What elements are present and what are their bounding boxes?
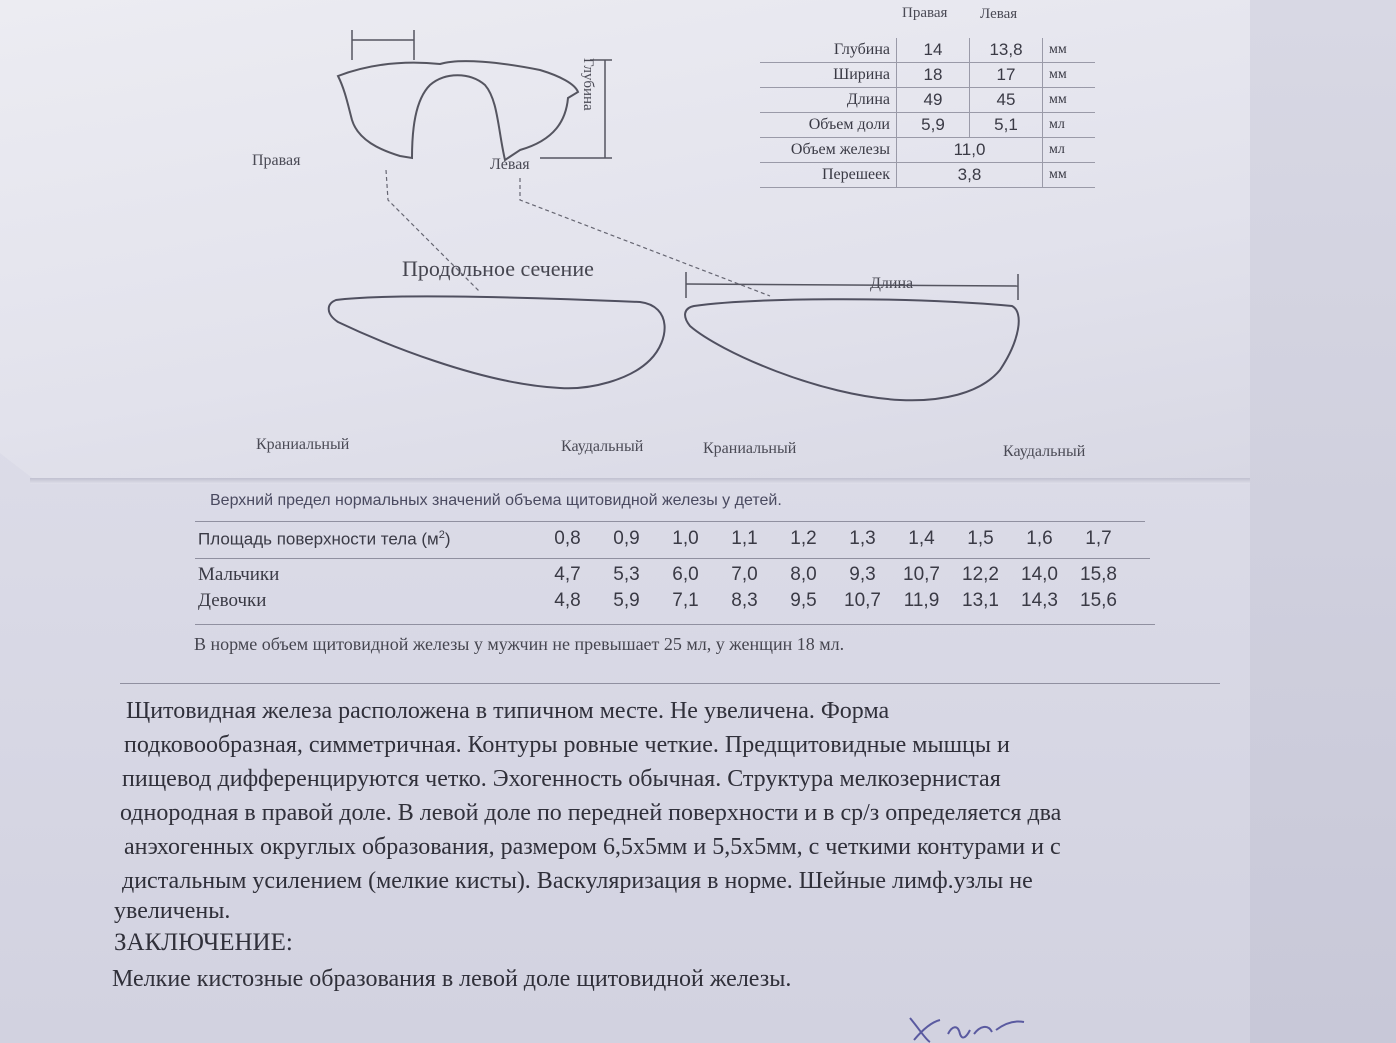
boys-row: Мальчики 4,7 5,3 6,0 7,0 8,0 9,3 10,7 12,2 14,0 15,8 — [198, 564, 1117, 585]
bsa-row: Площадь поверхности тела $(м^2)$ 0,8 0,9 1,0 1,1 1,2 1,3 1,4 1,5 1,6 1,7 — [198, 528, 1112, 549]
table-row: Глубина 14 13,8 мм — [760, 38, 1095, 63]
conclusion-text: Мелкие кистозные образования в левой доле щитовидной железы. — [112, 966, 792, 992]
measurement-table — [760, 38, 1095, 188]
divider — [195, 624, 1155, 625]
bsa-label: Площадь поверхности тела $(м^2)$ — [198, 528, 451, 549]
report-line: Щитовидная железа расположена в типичном месте. Не увеличена. Форма — [126, 698, 890, 724]
report-line: анэхогенных округлых образования, размером 6,5х5мм и 5,5х5мм, с четкими контурами и с — [124, 834, 1061, 860]
table-row: Ширина 18 17 мм — [760, 63, 1095, 88]
thyroid-transverse-outline — [338, 61, 578, 160]
caudal-label-right: Каудальный — [561, 438, 644, 455]
caudal-label-left: Каудальный — [1003, 443, 1086, 460]
length-label: Длина — [870, 275, 914, 292]
divider — [195, 521, 1145, 522]
cranial-label-left: Краниальный — [703, 440, 797, 457]
col-left-header: Левая — [980, 6, 1018, 22]
report-line: увеличены. — [114, 898, 231, 924]
right-label: Правая — [252, 152, 301, 169]
divider — [120, 683, 1220, 684]
girls-row: Девочки 4,8 5,9 7,1 8,3 9,5 10,7 11,9 13,1 14,3 15,6 — [198, 590, 1117, 611]
left-lobe-longitudinal — [685, 299, 1019, 400]
report-line: пищевод дифференцируются четко. Эхогенность обычная. Структура мелкозернистая — [122, 766, 1001, 792]
adult-norm-note: В норме объем щитовидной железы у мужчин не превышает 25 мл, у женщин 18 мл. — [194, 634, 845, 654]
right-lobe-longitudinal — [329, 296, 665, 388]
paper-shadow-edge — [1250, 0, 1396, 1043]
cranial-label-right: Краниальный — [256, 436, 350, 453]
norms-title: Верхний предел нормальных значений объема щитовидной железы у детей. — [210, 492, 782, 509]
report-line: дистальным усилением (мелкие кисты). Васкуляризация в норме. Шейные лимф.узлы не — [122, 868, 1033, 894]
report-line: подковообразная, симметричная. Контуры ровные четкие. Предщитовидные мышцы и — [124, 732, 1010, 758]
depth-label: Глубина — [580, 58, 596, 111]
left-label: Левая — [490, 156, 530, 173]
col-right-header: Правая — [902, 5, 948, 21]
conclusion-heading: ЗАКЛЮЧЕНИЕ: — [114, 929, 293, 956]
table-row: Объем железы 11,0 мл — [760, 138, 1095, 163]
signature — [900, 1000, 1060, 1043]
section-title: Продольное сечение — [402, 256, 594, 281]
length-arrow — [686, 284, 1018, 286]
report-line: однородная в правой доле. В левой доле по передней поверхности и в ср/з определяется два — [120, 800, 1062, 826]
table-row: Длина 49 45 мм — [760, 88, 1095, 113]
divider — [195, 558, 1150, 559]
table-row: Объем доли 5,9 5,1 мл — [760, 113, 1095, 138]
table-row: Перешеек 3,8 мм — [760, 163, 1095, 188]
